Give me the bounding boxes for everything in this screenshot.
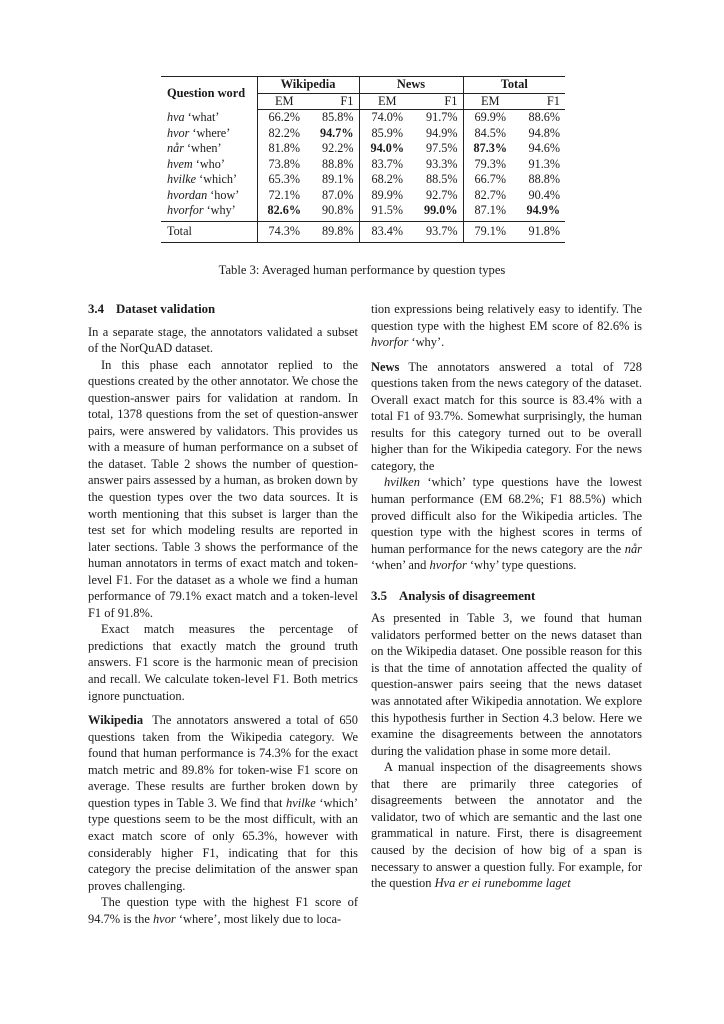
value-cell: 79.3% [463,157,517,173]
paragraph: tion expressions being relatively easy to identify. The question type with the highest EM score of 82.6% is hvorfor ‘why’. [371,302,642,350]
value-cell: 88.8% [322,156,354,171]
value-cell: 92.2% [322,141,354,155]
question-word-cell [161,141,257,157]
paragraph-news: News The annotators answered a total of 728 questions taken from the news category of the dataset. Overall exact match for this source is 83.4% with a total F1 of 93.7%. Somewhat surprisingly, the human results for this category turned out to be overall higher than for the Wikipedia category. For the news category, the [371,359,642,473]
table-row [161,172,565,188]
question-gloss: ‘where’ [192,125,231,140]
table-row [161,126,565,142]
value-cell: 91.3% [528,156,560,171]
total-news-em: 83.4% [359,221,415,243]
value-cell: 82.6% [257,203,311,221]
value-cell: 94.6% [528,141,560,155]
question-word-cell [161,203,257,221]
paragraph-wikipedia: Wikipedia The annotators answered a total of 650 questions taken from the Wikipedia category. We found that human performance is 74.3% for the exact match metric and 89.8% for token-wise F1 score on average. These results are further broken down by question types in Table 3. We find that hvilke ‘which’ type questions seem to be the most difficult, with an exact match score of only 65.3%, however with considerably higher F1, indicating that for this category the precise delimitation of the answer span proves challenging. [88,713,358,893]
question-gloss: ‘how’ [210,187,240,202]
table-row [161,157,565,173]
value-cell: 73.8% [257,157,311,173]
results-table-container [161,76,565,243]
header-news: News [359,77,463,94]
header-wikipedia: Wikipedia [257,77,359,94]
question-word-cell [161,126,257,142]
value-cell: 88.6% [528,110,560,124]
results-table [161,76,565,243]
value-cell: 91.7% [426,110,458,124]
value-cell: 87.0% [322,187,354,202]
table-row [161,188,565,204]
value-cell: 82.7% [463,188,517,204]
table-row [161,141,565,157]
value-cell: 94.0% [359,141,415,157]
subheader-f1: F1 [415,93,463,110]
question-word-cell [161,110,257,126]
section-title: Dataset validation [116,302,216,316]
value-cell: 65.3% [257,172,311,188]
question-gloss: ‘which’ [199,172,238,186]
value-cell: 74.0% [359,110,415,126]
subheader-f1: F1 [311,93,359,110]
paragraph: hvilken ‘which’ type questions have the lowest human performance (EM 68.2%; F1 88.5%) which proved difficult also for the Wikipedia articles. The question type with the highest scores in terms of human performance for the news category are the når ‘when’ and hvorfor ‘why’ type questions. [371,475,642,573]
paragraph: A manual inspection of the disagreements shows that there are primarily three categories of disagreements between the annotator and the validator, two of which are semantic and the last one grammatical in nature. First, there is disagreement caused by the decision of how big of a span is necessary to answer a question fully. For example, for the question Hva er ei runebomme laget [371,760,642,891]
value-cell: 68.2% [359,172,415,188]
value-cell: 69.9% [463,110,517,126]
value-cell: 88.5% [426,172,458,186]
value-cell: 89.9% [359,188,415,204]
table-row [161,110,565,126]
question-word-cell [161,172,257,188]
right-column [371,301,642,892]
total-wiki-em: 74.3% [257,221,311,243]
question-word: når [167,141,184,155]
value-cell: 92.7% [426,187,458,202]
value-cell: 72.1% [257,188,311,204]
value-cell: 99.0% [423,203,458,217]
value-cell: 66.2% [257,110,311,126]
question-word: hvilke [167,172,197,186]
question-word: hvor [167,125,190,140]
value-cell: 90.4% [528,187,560,202]
subheader-em: EM [257,93,311,110]
value-cell: 89.1% [322,172,354,186]
table-row [161,203,565,221]
total-label: Total [161,221,257,243]
total-total-em: 79.1% [463,221,517,243]
value-cell: 94.9% [426,125,458,140]
value-cell: 85.8% [322,110,354,124]
section-number: 3.4 [88,302,104,316]
value-cell: 66.7% [463,172,517,188]
question-gloss: ‘why’ [206,203,236,217]
paragraph: In a separate stage, the annotators validated a subset of the NorQuAD dataset. [88,324,358,356]
value-cell: 84.5% [463,126,517,142]
header-total: Total [463,77,565,94]
section-number: 3.5 [371,588,387,603]
value-cell: 97.5% [426,141,458,155]
value-cell: 88.8% [528,172,560,186]
paragraph: In this phase each annotator replied to the questions created by the other annotator. We chose the question-answer pairs for validation at random. In total, 1378 questions from the set of question-answer pairs, were answered by validators. This provides us with a measure of human performance on a subset of the dataset. Table 2 shows the number of question-answer pairs assessed by a human, as broken down by the question types over the two data sources. It is worth mentioning that this subset is larger than the test set for which modeling results are reported in later sections. Table 3 shows the performance of the human annotators in terms of exact match and token-level F1. For the dataset as a whole we find a human performance of 79.1% exact match and a token-level F1 of 91.8%. [88,357,358,620]
section-heading-3-4 [88,301,358,318]
value-cell: 81.8% [257,141,311,157]
run-in-heading-news: News [371,359,400,374]
value-cell: 83.7% [359,157,415,173]
question-gloss: ‘who’ [195,156,225,171]
header-question-word: Question word [161,77,257,110]
question-word-cell [161,157,257,173]
total-wiki-f1: 89.8% [311,221,359,243]
paragraph: As presented in Table 3, we found that human validators performed better on the news dataset than on the Wikipedia dataset. One possible reason for this is that the time of annotation affected the quality of question-answer pairs seeing that the news dataset was annotated after Wikipedia annotation. We explore this hypothesis further in Section 4.3 below. Here we examine the disagreements between the annotators during the validation phase in some more detail. [371,611,642,758]
question-word-cell [161,188,257,204]
section-title: Analysis of disagreement [399,588,536,603]
value-cell: 93.3% [426,156,458,171]
table-row-total [161,221,565,243]
question-word: hvem [167,156,193,171]
question-gloss: ‘when’ [186,141,222,155]
value-cell: 94.8% [528,125,560,140]
total-news-f1: 93.7% [415,221,463,243]
left-column [88,301,358,927]
paragraph: Exact match measures the percentage of predictions that exactly match the ground truth answers. F1 score is the harmonic mean of precision and recall. We calculate token-level F1. Both metrics ignore punctuation. [88,622,358,703]
section-heading-3-5 [371,588,642,605]
run-in-heading-wikipedia: Wikipedia [88,713,144,728]
value-cell: 82.2% [257,126,311,142]
value-cell: 85.9% [359,126,415,142]
subheader-em: EM [359,93,415,110]
value-cell: 87.3% [463,141,517,157]
subheader-f1: F1 [517,93,565,110]
question-gloss: ‘what’ [187,109,220,124]
value-cell: 90.8% [322,203,354,217]
table-body [161,110,565,222]
value-cell: 94.9% [526,203,560,217]
paragraph: The question type with the highest F1 score of 94.7% is the hvor ‘where’, most likely due to loca- [88,895,358,926]
table-caption: Table 3: Averaged human performance by question types [218,263,506,277]
question-word: hvordan [167,187,208,202]
value-cell: 94.7% [319,125,354,140]
total-total-f1: 91.8% [517,221,565,243]
question-word: hvorfor [167,203,204,217]
question-word: hva [167,109,185,124]
subheader-em: EM [463,93,517,110]
value-cell: 87.1% [463,203,517,221]
value-cell: 91.5% [359,203,415,221]
